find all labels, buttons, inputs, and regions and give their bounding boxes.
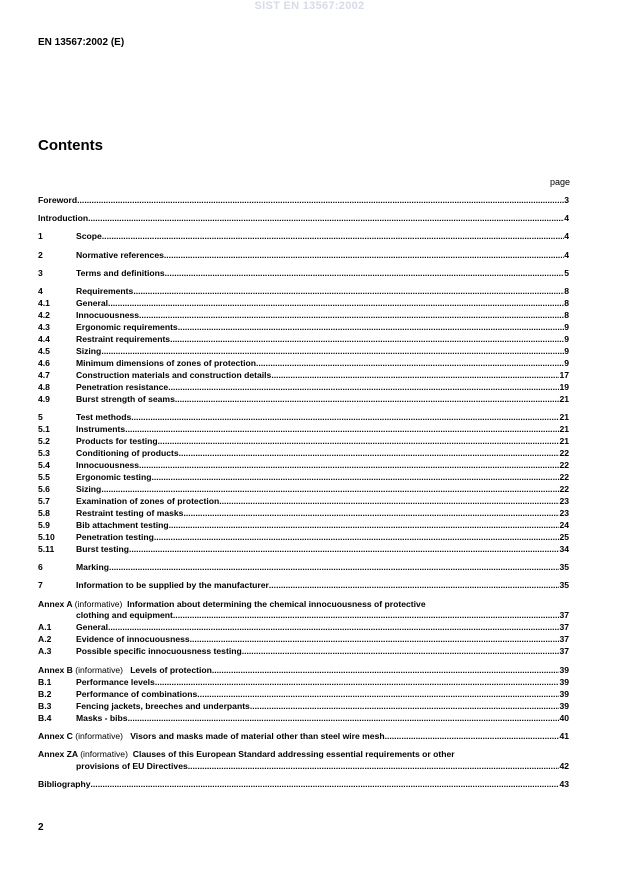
toc-number: 5.8 <box>38 508 50 518</box>
toc-title: Foreword <box>38 195 78 205</box>
toc-page: 39 <box>559 701 569 711</box>
toc-leader <box>179 448 560 459</box>
toc-page: 35 <box>559 562 569 572</box>
toc-entry-4-4[interactable] <box>38 334 569 345</box>
toc-leader <box>269 580 560 591</box>
toc-page: 22 <box>559 448 569 458</box>
toc-entry-4[interactable] <box>38 286 569 297</box>
toc-entry-a-2[interactable] <box>38 634 569 645</box>
toc-entry-4-6[interactable] <box>38 358 569 369</box>
toc-number: 4.5 <box>38 346 50 356</box>
toc-leader <box>271 370 559 381</box>
toc-leader <box>242 646 560 657</box>
toc-entry-5-3[interactable] <box>38 448 569 459</box>
toc-entry-7[interactable] <box>38 580 569 591</box>
toc-entry-5-5[interactable] <box>38 472 569 483</box>
toc-title: clothing and equipment <box>76 610 173 620</box>
toc-title: Examination of zones of protection <box>76 496 220 506</box>
page-number: 2 <box>38 822 44 833</box>
toc-title: Instruments <box>76 424 126 434</box>
toc-leader <box>154 532 560 543</box>
toc-page: 22 <box>559 460 569 470</box>
toc-entry-5-8[interactable] <box>38 508 569 519</box>
toc-page: 4 <box>564 250 569 260</box>
toc-number: 5.5 <box>38 472 50 482</box>
toc-leader <box>170 334 564 345</box>
toc-leader <box>256 358 564 369</box>
toc-title: Burst testing <box>76 544 129 554</box>
toc-leader <box>88 213 564 224</box>
toc-number: 4.3 <box>38 322 50 332</box>
annex-type: (informative) <box>74 599 123 609</box>
toc-entry-b-4[interactable] <box>38 713 569 724</box>
contents-heading: Contents <box>38 137 103 154</box>
toc-entry-5-2[interactable] <box>38 436 569 447</box>
toc-title: Possible specific innocuousness testing <box>76 646 242 656</box>
toc-page: 22 <box>559 472 569 482</box>
watermark: SIST EN 13567:2002 <box>254 0 365 12</box>
toc-page: 21 <box>559 424 569 434</box>
toc-leader <box>158 436 560 447</box>
toc-page: 9 <box>564 322 569 332</box>
toc-entry-b-2[interactable] <box>38 689 569 700</box>
toc-page: 23 <box>559 496 569 506</box>
toc-number: 4.1 <box>38 298 50 308</box>
toc-leader <box>129 544 559 555</box>
toc-leader <box>188 761 560 772</box>
toc-page: 4 <box>564 213 569 223</box>
toc-entry-5[interactable] <box>38 412 569 423</box>
toc-title: Bib attachment testing <box>76 520 169 530</box>
toc-leader <box>165 268 565 279</box>
toc-title: Innocuousness <box>76 460 140 470</box>
toc-number: 4.9 <box>38 394 50 404</box>
toc-page: 21 <box>559 436 569 446</box>
toc-leader <box>155 677 560 688</box>
toc-title: Scope <box>76 231 102 241</box>
toc-page: 34 <box>559 544 569 554</box>
toc-number: 4.6 <box>38 358 50 368</box>
toc-leader <box>385 731 560 742</box>
toc-page: 37 <box>559 610 569 620</box>
toc-title: Minimum dimensions of zones of protection <box>76 358 256 368</box>
toc-page: 19 <box>559 382 569 392</box>
toc-page: 3 <box>564 195 569 205</box>
toc-number: 5.11 <box>38 544 55 554</box>
toc-leader <box>250 701 560 712</box>
toc-title: Performance of combinations <box>76 689 198 699</box>
toc-leader <box>102 231 564 242</box>
toc-number: 4 <box>38 286 43 296</box>
toc-number: 5.6 <box>38 484 50 494</box>
document-id: EN 13567:2002 (E) <box>38 37 125 48</box>
toc-entry-4-2[interactable] <box>38 310 569 321</box>
toc-leader <box>173 610 560 621</box>
toc-entry-1[interactable] <box>38 231 569 242</box>
toc-page: 21 <box>559 394 569 404</box>
toc-page: 4 <box>564 231 569 241</box>
toc-page: 5 <box>564 268 569 278</box>
annex-type: (informative) <box>75 731 124 741</box>
toc-entry-bibliography[interactable] <box>38 779 569 790</box>
toc-entry-foreword[interactable] <box>38 195 569 206</box>
toc-page: 8 <box>564 286 569 296</box>
annex-label: Annex A <box>38 599 73 609</box>
toc-title: Information to be supplied by the manufacturer <box>76 580 269 590</box>
toc-entry-4-7[interactable] <box>38 370 569 381</box>
toc-annex-a-heading[interactable] <box>38 599 426 610</box>
toc-number: 4.2 <box>38 310 50 320</box>
toc-entry-4-9[interactable] <box>38 394 569 405</box>
toc-entry-b-3[interactable] <box>38 701 569 712</box>
toc-entry-annex-a[interactable] <box>38 610 569 621</box>
toc-title: General <box>76 298 109 308</box>
toc-leader <box>77 195 564 206</box>
toc-title: Sizing <box>76 346 102 356</box>
toc-leader <box>125 424 559 435</box>
toc-page: 39 <box>559 689 569 699</box>
toc-entry-b-1[interactable] <box>38 677 569 688</box>
toc-page: 39 <box>559 665 569 675</box>
toc-leader <box>139 310 564 321</box>
annex-label: Annex B <box>38 665 73 675</box>
toc-page: 43 <box>559 779 569 789</box>
annex-title: Clauses of this European Standard addressing essential requirements or other <box>132 749 455 759</box>
toc-page: 9 <box>564 346 569 356</box>
toc-entry-3[interactable] <box>38 268 569 279</box>
toc-page: 17 <box>559 370 569 380</box>
toc-page: 8 <box>564 310 569 320</box>
toc-title: Evidence of innocuousness <box>76 634 190 644</box>
toc-leader <box>169 520 560 531</box>
toc-number: 6 <box>38 562 43 572</box>
toc-page: 41 <box>559 731 569 741</box>
toc-leader <box>151 472 559 483</box>
toc-title: General <box>76 622 109 632</box>
toc-title: Ergonomic testing <box>76 472 152 482</box>
toc-number: A.2 <box>38 634 52 644</box>
toc-title: Requirements <box>76 286 134 296</box>
toc-title: Introduction <box>38 213 89 223</box>
toc-number: 5 <box>38 412 43 422</box>
toc-title: Test methods <box>76 412 132 422</box>
toc-page: 39 <box>559 677 569 687</box>
toc-number: 5.9 <box>38 520 50 530</box>
toc-number: 4.4 <box>38 334 50 344</box>
toc-entry-5-1[interactable] <box>38 424 569 435</box>
toc-number: A.1 <box>38 622 52 632</box>
toc-number: 5.4 <box>38 460 50 470</box>
toc-title: Construction materials and construction details <box>76 370 272 380</box>
toc-number: 5.10 <box>38 532 55 542</box>
toc-annex-za-heading[interactable] <box>38 749 455 760</box>
toc-number: B.2 <box>38 689 52 699</box>
toc-title: provisions of EU Directives <box>76 761 188 771</box>
toc-page: 37 <box>559 622 569 632</box>
toc-leader <box>109 562 559 573</box>
toc-entry-annex-c[interactable] <box>38 731 569 742</box>
toc-page: 25 <box>559 532 569 542</box>
toc-leader <box>101 346 564 357</box>
annex-title: Levels of protection <box>130 665 212 675</box>
toc-title: Normative references <box>76 250 164 260</box>
annex-label: Annex C <box>38 731 73 741</box>
toc-entry-5-4[interactable] <box>38 460 569 471</box>
toc-title: Terms and definitions <box>76 268 165 278</box>
toc-number: 5.2 <box>38 436 50 446</box>
toc-entry-5-7[interactable] <box>38 496 569 507</box>
toc-leader <box>190 634 560 645</box>
annex-title: Information about determining the chemical innocuousness of protective <box>127 599 426 609</box>
toc-title: Ergonomic requirements <box>76 322 178 332</box>
toc-title: Bibliography <box>38 779 91 789</box>
toc-entry-5-11[interactable] <box>38 544 569 555</box>
toc-title: Innocuousness <box>76 310 140 320</box>
toc-number: 3 <box>38 268 43 278</box>
toc-leader <box>219 496 559 507</box>
toc-title: Restraint testing of masks <box>76 508 184 518</box>
toc-leader <box>175 394 560 405</box>
toc-entry-a-1[interactable] <box>38 622 569 633</box>
annex-type: (informative) <box>80 749 128 759</box>
toc-number: 1 <box>38 231 43 241</box>
toc-number: 7 <box>38 580 43 590</box>
toc-page: 8 <box>564 298 569 308</box>
toc-page: 37 <box>559 646 569 656</box>
toc-number: 4.8 <box>38 382 50 392</box>
toc-title: Performance levels <box>76 677 155 687</box>
toc-entry-4-3[interactable] <box>38 322 569 333</box>
toc-number: B.3 <box>38 701 52 711</box>
toc-entry-5-9[interactable] <box>38 520 569 531</box>
toc-title: Penetration testing <box>76 532 154 542</box>
toc-page: 24 <box>559 520 569 530</box>
toc-title: Marking <box>76 562 109 572</box>
toc-entry-6[interactable] <box>38 562 569 573</box>
toc-title: Masks - bibs <box>76 713 128 723</box>
toc-page: 22 <box>559 484 569 494</box>
toc-number: 2 <box>38 250 43 260</box>
toc-leader <box>133 286 564 297</box>
toc-title: Conditioning of products <box>76 448 179 458</box>
toc-entry-annex-b[interactable] <box>38 665 569 676</box>
toc-entry-4-5[interactable] <box>38 346 569 357</box>
toc-entry-introduction[interactable] <box>38 213 569 224</box>
toc-title: Penetration resistance <box>76 382 169 392</box>
toc-entry-5-6[interactable] <box>38 484 569 495</box>
toc-leader <box>197 689 559 700</box>
toc-leader <box>168 382 559 393</box>
toc-entry-2[interactable] <box>38 250 569 261</box>
toc-number: 5.3 <box>38 448 50 458</box>
page-column-label: page <box>549 177 570 187</box>
toc-leader <box>128 713 560 724</box>
toc-leader <box>139 460 559 471</box>
toc-page: 9 <box>564 334 569 344</box>
toc-title: Burst strength of seams <box>76 394 175 404</box>
toc-number: A.3 <box>38 646 52 656</box>
annex-type: (informative) <box>75 665 124 675</box>
toc-entry-4-1[interactable] <box>38 298 569 309</box>
toc-page: 23 <box>559 508 569 518</box>
toc-page: 35 <box>559 580 569 590</box>
toc-number: 4.7 <box>38 370 50 380</box>
toc-entry-5-10[interactable] <box>38 532 569 543</box>
toc-entry-annex-za[interactable] <box>38 761 569 772</box>
toc-title: Products for testing <box>76 436 158 446</box>
toc-number: B.4 <box>38 713 52 723</box>
toc-leader <box>91 779 560 790</box>
toc-leader <box>108 298 564 309</box>
toc-title: Fencing jackets, breeches and underpants <box>76 701 250 711</box>
toc-number: 5.7 <box>38 496 50 506</box>
toc-leader <box>212 665 560 676</box>
toc-leader <box>108 622 559 633</box>
toc-entry-4-8[interactable] <box>38 382 569 393</box>
annex-label: Annex ZA <box>38 749 78 759</box>
toc-leader <box>178 322 565 333</box>
toc-title: Sizing <box>76 484 102 494</box>
toc-entry-a-3[interactable] <box>38 646 569 657</box>
annex-title: Visors and masks made of material other than steel wire mesh <box>130 731 385 741</box>
toc-page: 40 <box>559 713 569 723</box>
toc-title: Restraint requirements <box>76 334 171 344</box>
toc-leader <box>164 250 564 261</box>
toc-leader <box>183 508 559 519</box>
toc-page: 9 <box>564 358 569 368</box>
toc-leader <box>101 484 559 495</box>
toc-page: 42 <box>559 761 569 771</box>
toc-number: 5.1 <box>38 424 50 434</box>
toc-leader <box>131 412 559 423</box>
toc-page: 37 <box>559 634 569 644</box>
toc-number: B.1 <box>38 677 52 687</box>
toc-page: 21 <box>559 412 569 422</box>
